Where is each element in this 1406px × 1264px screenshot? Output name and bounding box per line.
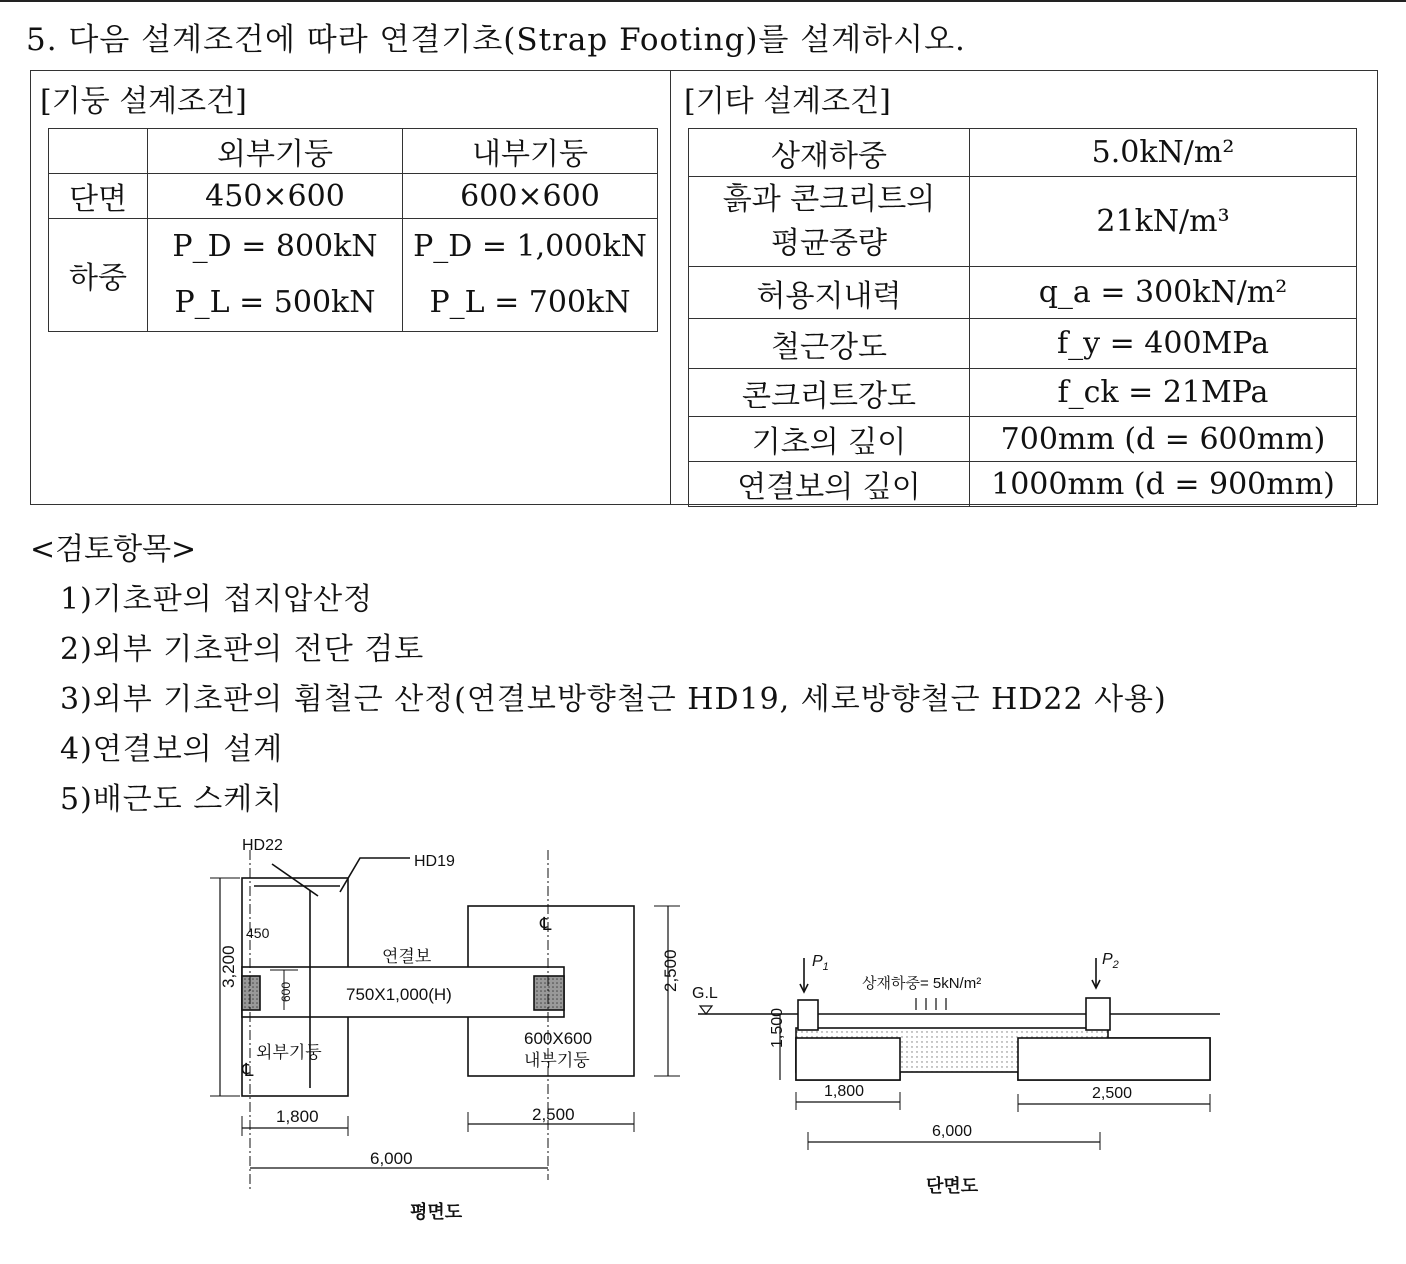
plan-view <box>210 850 680 1190</box>
other-conditions-table <box>688 128 1357 507</box>
review-item: 1)기초판의 접지압산정 <box>60 582 374 617</box>
conditions-divider <box>670 70 671 505</box>
review-item: 3)외부 기초판의 휨철근 산정(연결보방향철근 HD19, 세로방향철근 HD22 사용) <box>60 682 1167 717</box>
dim-2500-sec-label: 2,500 <box>1092 1085 1133 1102</box>
cond-label-footing-depth: 기초의 깊이 <box>689 417 970 462</box>
cond-label-surcharge: 상재하중 <box>689 129 970 177</box>
cond-label-unit-weight: 흙과 콘크리트의 평균중량 <box>689 177 970 267</box>
inner-section-value: 600×600 <box>403 174 658 219</box>
strap-size-label: 750X1,000(H) <box>346 985 452 1004</box>
cond-label-fy: 철근강도 <box>689 319 970 369</box>
top-rule <box>0 0 1406 2</box>
review-item: 2)외부 기초판의 전단 검토 <box>60 632 425 667</box>
strap-footing-drawings <box>180 830 1240 1240</box>
inner-column-section <box>1086 998 1110 1030</box>
header-outer-column: 외부기둥 <box>148 129 403 174</box>
outer-column <box>242 976 260 1010</box>
outer-column-label: 외부기둥 <box>256 1043 322 1062</box>
dim-6000-label: 6,000 <box>370 1149 413 1168</box>
dim-450-label: 450 <box>246 925 270 941</box>
gl-marker <box>700 1006 712 1014</box>
cond-value-fck: f_ck = 21MPa <box>970 369 1357 417</box>
section-label: 단면 <box>49 174 148 219</box>
outer-section-value: 450×600 <box>148 174 403 219</box>
plan-labels <box>219 837 680 1223</box>
cond-value-surcharge: 5.0kN/m² <box>970 129 1357 177</box>
inner-column-size: 600X600 <box>524 1029 593 1048</box>
inner-column-label: 내부기둥 <box>524 1051 590 1070</box>
outer-column-section <box>798 1000 818 1030</box>
other-conditions-title: [기타 설계조건] <box>684 84 891 119</box>
inner-dead-load: P_D = 1,000kN <box>413 229 647 264</box>
outer-dead-load: P_D = 800kN <box>172 229 378 264</box>
cond-value-unit-weight: 21kN/m³ <box>970 177 1357 267</box>
inner-column <box>534 976 564 1010</box>
p2-label: $P_2$ <box>1102 951 1119 971</box>
column-conditions-title: [기둥 설계조건] <box>40 84 247 119</box>
plan-caption: 평면도 <box>410 1202 463 1223</box>
load-label: 하중 <box>49 219 148 332</box>
cond-value-footing-depth: 700mm (d = 600mm) <box>970 417 1357 462</box>
hd19-label: HD19 <box>414 853 455 870</box>
hd22-leader <box>272 864 318 896</box>
dim-1500-label: 1,500 <box>769 1007 786 1048</box>
dim-2500h-label: 2,500 <box>532 1105 575 1124</box>
header-empty <box>49 129 148 174</box>
inner-footing-front <box>1018 1038 1210 1080</box>
review-title: <검토항목> <box>30 532 197 567</box>
strap-label: 연결보 <box>382 947 432 966</box>
dim-2500v-label: 2,500 <box>661 949 680 992</box>
question-title: 5. 다음 설계조건에 따라 연결기초(Strap Footing)를 설계하시오. <box>26 22 966 58</box>
p1-label: $P_1$ <box>812 953 829 973</box>
cond-value-strap-depth: 1000mm (d = 900mm) <box>970 462 1357 507</box>
review-item: 4)연결보의 설계 <box>60 732 284 767</box>
cond-label-strap-depth: 연결보의 깊이 <box>689 462 970 507</box>
centerline-symbol: ℄ <box>540 914 552 934</box>
gl-label: G.L <box>692 985 718 1002</box>
hd19-leader <box>340 858 410 892</box>
outer-footing-front <box>796 1038 900 1080</box>
outer-loads <box>148 219 403 332</box>
cond-value-bearing: q_a = 300kN/m² <box>970 267 1357 319</box>
inner-loads <box>403 219 658 332</box>
cond-value-fy: f_y = 400MPa <box>970 319 1357 369</box>
dim-1800-label: 1,800 <box>276 1107 319 1126</box>
hd22-label: HD22 <box>242 837 283 854</box>
centerline-symbol: ℄ <box>242 1060 254 1080</box>
dim-6000-sec-label: 6,000 <box>932 1123 973 1140</box>
surcharge-label: 상재하중= 5kN/m² <box>862 975 982 992</box>
section-caption: 단면도 <box>926 1176 979 1197</box>
dim-600-label: 600 <box>279 981 293 1002</box>
review-item: 5)배근도 스케치 <box>60 782 284 817</box>
cond-label-fck: 콘크리트강도 <box>689 369 970 417</box>
header-inner-column: 내부기둥 <box>403 129 658 174</box>
dim-3200-label: 3,200 <box>219 945 238 988</box>
column-conditions-table <box>48 128 658 332</box>
cond-label-bearing: 허용지내력 <box>689 267 970 319</box>
inner-live-load: P_L = 700kN <box>429 285 631 320</box>
outer-live-load: P_L = 500kN <box>174 285 376 320</box>
dim-1800-sec-label: 1,800 <box>824 1083 865 1100</box>
